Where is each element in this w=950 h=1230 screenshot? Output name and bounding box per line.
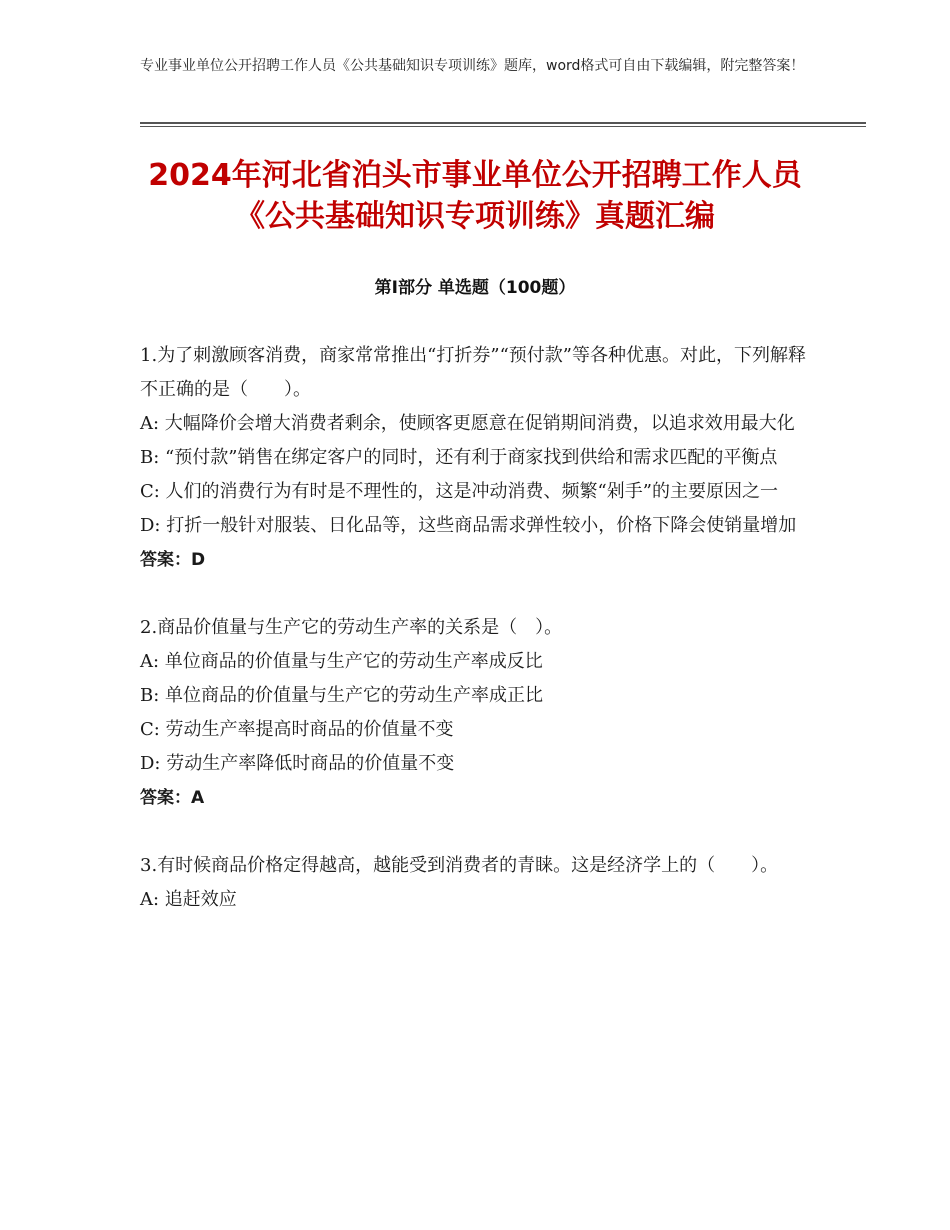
option-b: B: “预付款”销售在绑定客户的同时，还有利于商家找到供给和需求匹配的平衡点 (140, 447, 778, 468)
option-c: C: 劳动生产率提高时商品的价值量不变 (140, 719, 454, 740)
section-heading: 第Ⅰ部分 单选题（100题） (374, 278, 576, 298)
option-a: A: 单位商品的价值量与生产它的劳动生产率成反比 (140, 651, 543, 672)
header-note: 专业事业单位公开招聘工作人员《公共基础知识专项训练》题库，word格式可自由下载编辑，附完整答案！ (140, 58, 805, 74)
question-text: 有时候商品价格定得越高，越能受到消费者的青睐。这是经济学上的（ ）。 (157, 855, 779, 876)
question-number: 1 . (140, 345, 157, 366)
option-a: A: 大幅降价会增大消费者剩余，使顾客更愿意在促销期间消费，以追求效用最大化 (140, 413, 795, 434)
question-item (140, 339, 810, 577)
question-list (140, 339, 810, 951)
option-d: D: 劳动生产率降低时商品的价值量不变 (140, 753, 455, 774)
document-title: 2024年河北省泊头市事业单位公开招聘工作人员《公共基础知识专项训练》真题汇编 (148, 158, 802, 234)
option-d: D: 打折一般针对服装、日化品等，这些商品需求弹性较小，价格下降会使销量增加 (140, 515, 797, 536)
header-divider-thin (140, 126, 866, 127)
option-a: A: 追赶效应 (140, 889, 237, 910)
question-text: 商品价值量与生产它的劳动生产率的关系是（ ）。 (157, 617, 563, 638)
question-number: 2 . (140, 617, 157, 638)
question-item (140, 849, 810, 917)
question-item (140, 611, 810, 815)
question-text: 为了刺激顾客消费，商家常常推出“打折券”“预付款”等各种优惠。对此，下列解释不正确的是（ ）。 (140, 345, 806, 400)
option-b: B: 单位商品的价值量与生产它的劳动生产率成正比 (140, 685, 544, 706)
option-c: C: 人们的消费行为有时是不理性的，这是冲动消费、频繁“剁手”的主要原因之一 (140, 481, 778, 502)
answer-line: 答案：A (140, 788, 205, 808)
answer-line: 答案：D (140, 550, 206, 570)
question-number: 3 . (140, 855, 157, 876)
question-stem (140, 339, 810, 407)
question-stem (140, 849, 810, 883)
header-divider-thick (140, 122, 866, 124)
question-stem (140, 611, 810, 645)
